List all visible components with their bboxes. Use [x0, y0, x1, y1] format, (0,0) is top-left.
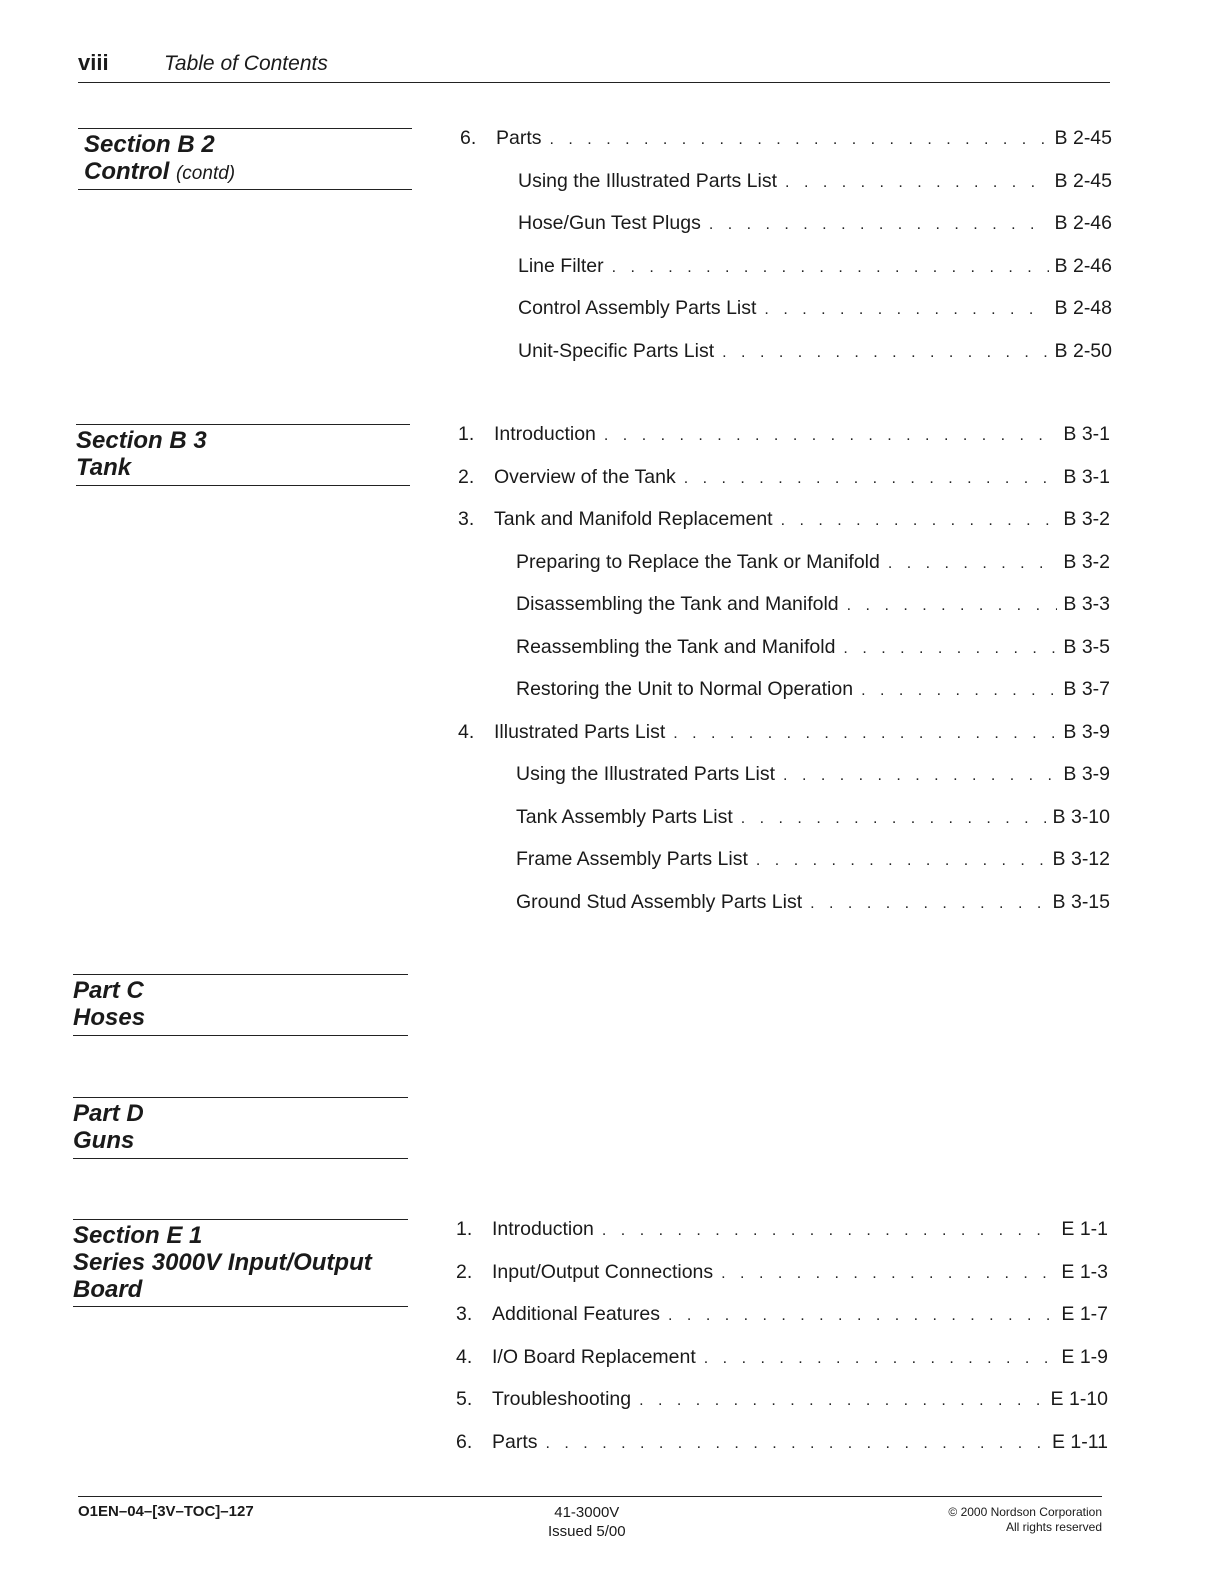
toc-entry[interactable] — [458, 753, 1110, 796]
toc-entry-number: 3. — [458, 508, 475, 530]
toc-leader-dots — [810, 883, 1046, 926]
toc-leader-dots — [639, 1380, 1044, 1423]
copyright: © 2000 Nordson Corporation — [948, 1505, 1102, 1519]
toc-entry[interactable] — [460, 117, 1112, 160]
page-footer — [78, 1496, 1102, 1557]
toc-entry[interactable] — [458, 456, 1110, 499]
section-heading-line3: Board — [73, 1276, 143, 1303]
toc-entry[interactable] — [460, 287, 1112, 330]
toc-entry[interactable] — [458, 711, 1110, 754]
footer-copyright — [948, 1505, 1102, 1535]
toc-entry[interactable] — [460, 330, 1112, 373]
toc-entry-title: Illustrated Parts List — [494, 720, 666, 743]
section-heading-e1 — [73, 1219, 408, 1307]
toc-entry-page: B 3-2 — [1063, 550, 1110, 573]
toc-entry-title: Preparing to Replace the Tank or Manifold — [516, 550, 880, 573]
toc-entry-number: 1. — [458, 423, 475, 445]
toc-entry[interactable] — [458, 668, 1110, 711]
toc-entry-title: Parts — [496, 127, 542, 149]
toc-leader-dots — [721, 1253, 1055, 1296]
document-code: O1EN–04–[3V–TOC]–127 — [78, 1503, 254, 1520]
section-heading-b3 — [76, 424, 410, 486]
toc-entry-title: I/O Board Replacement — [492, 1345, 696, 1368]
section-heading-line2 — [84, 158, 412, 187]
toc-entry-title: Overview of the Tank — [494, 465, 676, 488]
toc-list-e1 — [456, 1208, 1108, 1463]
toc-entry[interactable] — [458, 413, 1110, 456]
section-heading-b2 — [78, 128, 412, 190]
section-heading-line1: Section B 2 — [84, 131, 215, 158]
toc-leader-dots — [709, 204, 1049, 247]
toc-entry-page: B 3-1 — [1063, 423, 1110, 445]
toc-entry-page: E 1-7 — [1061, 1303, 1108, 1325]
toc-entry-title: Input/Output Connections — [492, 1260, 714, 1283]
section-heading-line2: Guns — [73, 1127, 135, 1154]
section-heading-line1: Section B 3 — [76, 427, 207, 454]
section-heading-line2: Series 3000V Input/Output — [73, 1249, 372, 1276]
toc-leader-dots — [604, 415, 1057, 458]
toc-leader-dots — [783, 755, 1057, 798]
toc-entry-title: Restoring the Unit to Normal Operation — [516, 678, 854, 700]
toc-entry-page: B 3-3 — [1063, 593, 1110, 615]
toc-leader-dots — [684, 458, 1058, 501]
section-heading-line1: Part D — [73, 1100, 144, 1127]
toc-entry-page: E 1-9 — [1061, 1345, 1108, 1368]
toc-leader-dots — [612, 247, 1049, 290]
toc-entry[interactable] — [458, 881, 1110, 924]
toc-leader-dots — [546, 1423, 1046, 1466]
toc-entry-number: 6. — [456, 1430, 473, 1453]
toc-entry[interactable] — [458, 796, 1110, 839]
toc-leader-dots — [888, 543, 1058, 586]
toc-entry-title: Troubleshooting — [492, 1388, 632, 1410]
toc-entry-page: B 3-10 — [1052, 805, 1110, 828]
toc-entry-title: Ground Stud Assembly Parts List — [516, 890, 803, 913]
toc-entry-number: 4. — [458, 720, 475, 743]
page-header — [78, 50, 1110, 83]
toc-entry-number: 1. — [456, 1218, 473, 1240]
toc-entry[interactable] — [456, 1208, 1108, 1251]
toc-entry-page: B 3-9 — [1063, 763, 1110, 785]
part-number: 41-3000V — [554, 1504, 620, 1521]
toc-leader-dots — [741, 798, 1047, 841]
toc-entry[interactable] — [456, 1251, 1108, 1294]
toc-entry[interactable] — [456, 1293, 1108, 1336]
section-heading-line1: Part C — [73, 977, 144, 1004]
toc-entry-page: B 3-12 — [1052, 848, 1110, 870]
toc-entry[interactable] — [458, 541, 1110, 584]
toc-leader-dots — [668, 1295, 1055, 1338]
page-title: Table of Contents — [164, 52, 328, 75]
toc-entry-title: Using the Illustrated Parts List — [518, 169, 778, 192]
toc-entry-number: 5. — [456, 1388, 473, 1410]
toc-leader-dots — [602, 1210, 1055, 1253]
toc-entry[interactable] — [456, 1378, 1108, 1421]
toc-entry-page: B 2-45 — [1054, 169, 1112, 192]
toc-entry-page: B 2-46 — [1054, 254, 1112, 277]
section-heading-line2: Tank — [76, 454, 132, 481]
toc-entry-title: Tank Assembly Parts List — [516, 805, 733, 828]
toc-entry-title: Control Assembly Parts List — [518, 297, 757, 319]
toc-entry[interactable] — [456, 1421, 1108, 1464]
toc-leader-dots — [673, 713, 1057, 756]
section-heading-line1: Section E 1 — [73, 1222, 203, 1249]
toc-leader-dots — [843, 628, 1057, 671]
toc-list-b3 — [458, 413, 1110, 923]
toc-entry-title: Disassembling the Tank and Manifold — [516, 593, 839, 615]
toc-entry-page: B 3-2 — [1063, 508, 1110, 530]
toc-leader-dots — [847, 585, 1058, 628]
toc-entry-title: Unit-Specific Parts List — [518, 339, 715, 362]
rights-reserved: All rights reserved — [1005, 1520, 1102, 1534]
toc-entry-number: 2. — [456, 1260, 473, 1283]
section-heading-suffix: (contd) — [175, 163, 236, 184]
toc-entry-page: B 2-45 — [1054, 127, 1112, 149]
toc-leader-dots — [550, 119, 1049, 162]
toc-entry[interactable] — [458, 838, 1110, 881]
section-heading-part-c — [73, 974, 408, 1036]
issue-date: Issued 5/00 — [548, 1523, 626, 1540]
toc-entry-page: E 1-3 — [1061, 1260, 1108, 1283]
toc-entry-title: Tank and Manifold Replacement — [494, 508, 773, 530]
section-heading-name: Control — [84, 158, 170, 185]
toc-entry-number: 6. — [460, 127, 477, 149]
toc-leader-dots — [781, 500, 1058, 543]
toc-leader-dots — [722, 332, 1048, 375]
toc-entry-page: B 3-7 — [1063, 678, 1110, 700]
toc-entry-title: Parts — [492, 1430, 538, 1453]
toc-entry-page: B 3-15 — [1052, 890, 1110, 913]
toc-entry[interactable] — [458, 583, 1110, 626]
section-heading-line2: Hoses — [73, 1004, 146, 1031]
toc-entry-title: Line Filter — [518, 254, 604, 277]
toc-entry-page: B 2-46 — [1054, 212, 1112, 234]
toc-entry-title: Introduction — [494, 423, 596, 445]
toc-entry-page: B 3-9 — [1063, 720, 1110, 743]
toc-entry-title: Frame Assembly Parts List — [516, 848, 748, 870]
toc-entry-title: Reassembling the Tank and Manifold — [516, 635, 836, 658]
toc-entry-page: B 2-50 — [1054, 339, 1112, 362]
toc-entry-page: B 3-1 — [1063, 465, 1110, 488]
toc-leader-dots — [704, 1338, 1056, 1381]
toc-entry-page: B 2-48 — [1054, 297, 1112, 319]
toc-entry-title: Introduction — [492, 1218, 594, 1240]
toc-entry-number: 4. — [456, 1345, 473, 1368]
toc-leader-dots — [785, 162, 1049, 205]
toc-leader-dots — [861, 670, 1057, 713]
toc-entry[interactable] — [460, 245, 1112, 288]
toc-leader-dots — [764, 289, 1048, 332]
toc-entry-page: E 1-1 — [1061, 1218, 1108, 1240]
toc-entry[interactable] — [460, 160, 1112, 203]
toc-entry-title: Using the Illustrated Parts List — [516, 763, 776, 785]
toc-entry-page: E 1-10 — [1050, 1388, 1108, 1410]
page-number: viii — [78, 50, 109, 75]
toc-entry-page: E 1-11 — [1051, 1430, 1108, 1453]
toc-entry[interactable] — [458, 626, 1110, 669]
toc-entry[interactable] — [460, 202, 1112, 245]
toc-leader-dots — [756, 840, 1047, 883]
footer-center — [548, 1503, 626, 1541]
toc-entry[interactable] — [456, 1336, 1108, 1379]
toc-entry-title: Hose/Gun Test Plugs — [518, 212, 701, 234]
toc-list-b2 — [460, 117, 1112, 372]
section-heading-part-d — [73, 1097, 408, 1159]
toc-entry-number: 3. — [456, 1303, 473, 1325]
toc-entry-number: 2. — [458, 465, 475, 488]
toc-entry[interactable] — [458, 498, 1110, 541]
toc-entry-page: B 3-5 — [1063, 635, 1110, 658]
toc-entry-title: Additional Features — [492, 1303, 661, 1325]
